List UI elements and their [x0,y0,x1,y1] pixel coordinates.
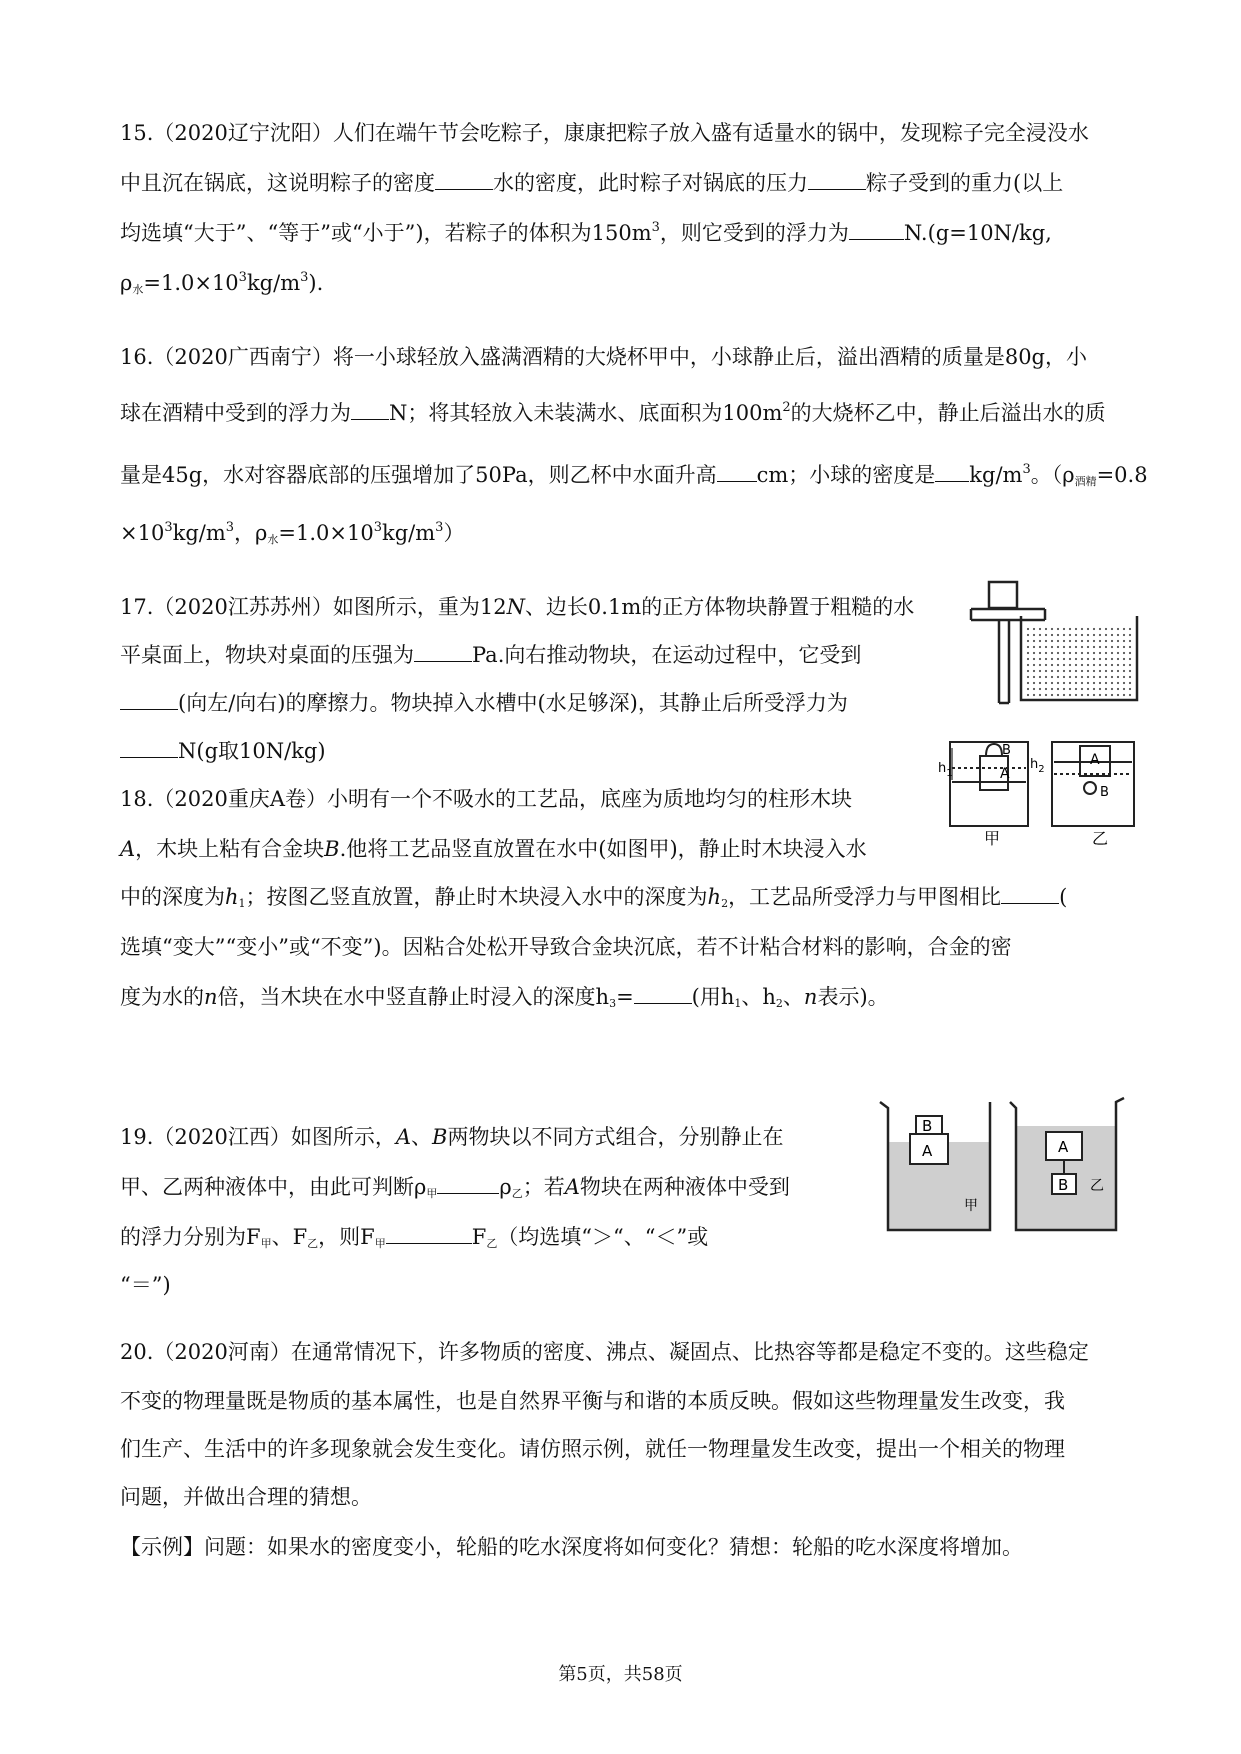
q18-italic: A [120,837,136,861]
subscript: 水 [267,533,279,546]
q19-text: F [471,1225,487,1249]
q16-text: 量是45g，水对容器底部的压强增加了50Pa，则乙杯中水面升高 [120,463,717,487]
q19-text: “＝”) [120,1273,171,1297]
q18-italic: h [225,885,239,909]
answer-blank[interactable] [386,1223,472,1244]
q16-text: 16.（2020广西南宁）将一小球轻放入盛满酒精的大烧杯甲中，小球静止后，溢出酒精的质量是80g，小 [120,345,1088,369]
subscript: 乙 [511,1187,523,1200]
q16-line2 [120,398,1106,428]
page-number: 第5页，共58页 [558,1664,683,1685]
q18-italic: h [707,885,722,909]
q16-text: kg/m [969,463,1023,487]
block-b-label: B [1100,785,1109,800]
q16-text: cm；小球的密度是 [756,463,936,487]
q16-text: ×10 [120,521,165,545]
q19-line1 [120,1122,783,1152]
answer-blank[interactable] [120,689,178,710]
q15-text: ，则它受到的浮力为 [659,221,849,245]
q19-text: 的浮力分别为F [120,1225,261,1249]
figure-q17-table-and-tank [965,578,1140,708]
answer-blank[interactable] [1001,883,1059,904]
q18-text: 倍，当木块在水中竖直静止时浸入的深度h [217,985,610,1009]
q20-line5 [120,1532,1023,1562]
q19-italic: A [395,1125,412,1149]
block-a-label: A [1058,1138,1069,1156]
q20-line4 [120,1482,372,1512]
q19-line4 [120,1270,171,1300]
q15-text: ). [308,271,324,295]
q15-line3 [120,218,1052,248]
q17-line4 [120,736,326,766]
q20-line1 [120,1337,1089,1367]
q18-text: 、 [782,985,804,1009]
q17-text: N(g取10N/kg) [178,739,326,763]
superscript: 3 [373,520,382,535]
answer-blank[interactable] [634,983,692,1004]
h1-label: $h_1$ [938,761,953,779]
q19-text: （均选填“＞“、“＜”或 [497,1225,709,1249]
q20-text: 20.（2020河南）在通常情况下，许多物质的密度、沸点、凝固点、比热容等都是稳定不变的。这些稳定 [120,1340,1089,1364]
q18-text: = [616,985,634,1009]
q18-text: 、h [741,985,776,1009]
q15-text: kg/m [246,271,301,295]
q18-italic: B [324,837,340,861]
q16-text: =1.0×10 [278,521,374,545]
subscript: 2 [721,897,729,910]
q19-text: 、F [271,1225,308,1249]
answer-blank[interactable] [808,169,866,190]
beaker-yi-liquid [1010,1098,1124,1230]
q18-text: (用h [691,985,735,1009]
figure-q18-beakers [940,740,1140,852]
q18-italic: n [803,985,818,1009]
q18-text: 度为水的 [120,985,204,1009]
block-a-label: A [1000,766,1010,782]
caption-yi: 乙 [1092,829,1109,848]
q16-text: ，ρ [234,521,268,545]
q20-text: 不变的物理量既是物质的基本属性，也是自然界平衡与和谐的本质反映。假如这些物理量发生改变，我 [120,1389,1065,1413]
superscript: 3 [164,520,173,535]
q19-text: 甲、乙两种液体中，由此可判断ρ [120,1175,427,1199]
water-tank [1021,616,1137,700]
q15-text: 水的密度，此时粽子对锅底的压力 [493,171,808,195]
q18-text: ，工艺品所受浮力与甲图相比 [728,885,1002,909]
block-a-label: A [1090,752,1100,768]
q19-line2 [120,1172,790,1202]
caption-yi: 乙 [1090,1178,1104,1194]
q16-line3 [120,460,1148,490]
q19-text: ；若 [522,1175,565,1199]
block-b-label: B [1058,1176,1069,1194]
q18-text: ；按图乙竖直放置，静止时木块浸入水中的深度为 [245,885,708,909]
subscript: 3 [609,997,617,1010]
subscript: 甲 [374,1237,386,1250]
q16-text: 。（ρ [1030,463,1075,487]
answer-blank[interactable] [437,1173,499,1194]
q16-text: N；将其轻放入未装满水、底面积为100m [389,401,783,425]
q17-italic: N [506,595,525,619]
q19-text: ρ [499,1175,512,1199]
q18-line1 [120,784,852,814]
subscript: 2 [775,997,783,1010]
q18-text: 中的深度为 [120,885,225,909]
q15-line1 [120,118,1089,148]
q17-line2 [120,640,861,670]
answer-blank[interactable] [351,399,389,420]
subscript: 甲 [260,1237,272,1250]
q20-line2 [120,1386,1065,1416]
q16-text: 球在酒精中受到的浮力为 [120,401,351,425]
q19-italic: B [432,1125,448,1149]
answer-blank[interactable] [717,461,757,482]
subscript: 乙 [307,1237,319,1250]
block-b-label: B [922,1117,933,1135]
q15-line2 [120,168,1063,198]
q17-text: 平桌面上，物块对桌面的压强为 [120,643,414,667]
q18-text: ( [1059,885,1068,909]
superscript: 3 [225,520,235,535]
q18-text: ，木块上粘有合金块 [135,837,325,861]
q20-text: 【示例】问题：如果水的密度变小，轮船的吃水深度将如何变化？猜想：轮船的吃水深度将增加。 [120,1535,1023,1559]
q17-text: (向左/向右)的摩擦力。物块掉入水槽中(水足够深)，其静止后所受浮力为 [178,691,848,715]
q16-text: kg/m [382,521,436,545]
q15-text: 中且沉在锅底，这说明粽子的密度 [120,171,435,195]
q17-line3 [120,688,848,718]
q15-text: 15.（2020辽宁沈阳）人们在端午节会吃粽子，康康把粽子放入盛有适量水的锅中，发现粽子完全浸没水 [120,121,1089,145]
q18-line3 [120,882,1067,912]
superscript: 3 [651,220,660,235]
q16-text: 的大烧杯乙中，静止后溢出水的质 [790,401,1106,425]
q16-line4 [120,518,464,548]
subscript: 1 [734,997,742,1010]
block-a-label: A [922,1142,933,1160]
q19-line3 [120,1222,708,1252]
subscript: 水 [132,283,144,296]
caption-jia: 甲 [964,1198,978,1214]
figure-q19-beakers [878,1098,1128,1236]
block-b-label: B [1002,743,1011,758]
answer-blank[interactable] [935,461,969,482]
q18-line5 [120,982,889,1012]
answer-blank[interactable] [849,219,904,240]
q17-text: Pa.向右推动物块，在运动过程中，它受到 [472,643,862,667]
cube-block [989,582,1017,608]
q17-text: 17.（2020江苏苏州）如图所示，重为12 [120,595,507,619]
q20-line3 [120,1434,1065,1464]
q20-text: 们生产、生活中的许多现象就会发生变化。请仿照示例，就任一物理量发生改变，提出一个相关的物理 [120,1437,1065,1461]
q18-italic: n [204,985,218,1009]
subscript: 乙 [486,1237,498,1250]
q18-text: 选填“变大”“变小”或“不变”)。因粘合处松开导致合金块沉底，若不计粘合材料的影响，合金的密 [120,935,1012,959]
q18-text: 表示)。 [817,985,889,1009]
q19-text: 、 [411,1125,433,1149]
answer-blank[interactable] [414,641,472,662]
q16-line1 [120,342,1087,372]
superscript: 3 [238,270,247,285]
subscript: 甲 [426,1187,438,1200]
q17-line1 [120,592,914,622]
q19-text: 物块在两种液体中受到 [579,1175,790,1199]
q19-text: 两物块以不同方式组合，分别静止在 [447,1125,784,1149]
q19-italic: A [564,1175,580,1199]
q17-text: 、边长0.1m的正方体物块静置于粗糙的水 [524,595,915,619]
q18-text: 18.（2020重庆A卷）小明有一个不吸水的工艺品，底座为质地均匀的柱形木块 [120,787,853,811]
superscript: 3 [435,520,444,535]
answer-blank[interactable] [435,169,493,190]
superscript: 3 [300,270,309,285]
q15-text: =1.0×10 [143,271,239,295]
q15-text: ρ [120,271,133,295]
q19-text: 19.（2020江西）如图所示， [120,1125,396,1149]
caption-jia: 甲 [984,829,1001,848]
q18-text: .他将工艺品竖直放置在水中(如图甲)，静止时木块浸入水 [339,837,867,861]
q15-text: 粽子受到的重力(以上 [866,171,1064,195]
q15-text: N.(g=10N/kg, [903,221,1052,245]
beaker-jia [950,742,1028,826]
superscript: 3 [1022,462,1031,477]
answer-blank[interactable] [120,737,178,758]
q20-text: 问题，并做出合理的猜想。 [120,1485,372,1509]
q15-line4 [120,268,323,298]
q16-text: kg/m [172,521,226,545]
q15-text: 均选填“大于”、“等于”或“小于”)，若粽子的体积为150m [120,221,652,245]
q18-line2 [120,834,867,864]
q18-line4 [120,932,1012,962]
subscript: 酒精 [1074,475,1097,488]
h2-label: $h_2$ [1030,757,1045,775]
q16-text: ） [443,521,465,545]
q19-text: ，则F [318,1225,375,1249]
superscript: 2 [782,400,791,415]
q16-text: =0.8 [1096,463,1148,487]
subscript: 1 [238,897,246,910]
